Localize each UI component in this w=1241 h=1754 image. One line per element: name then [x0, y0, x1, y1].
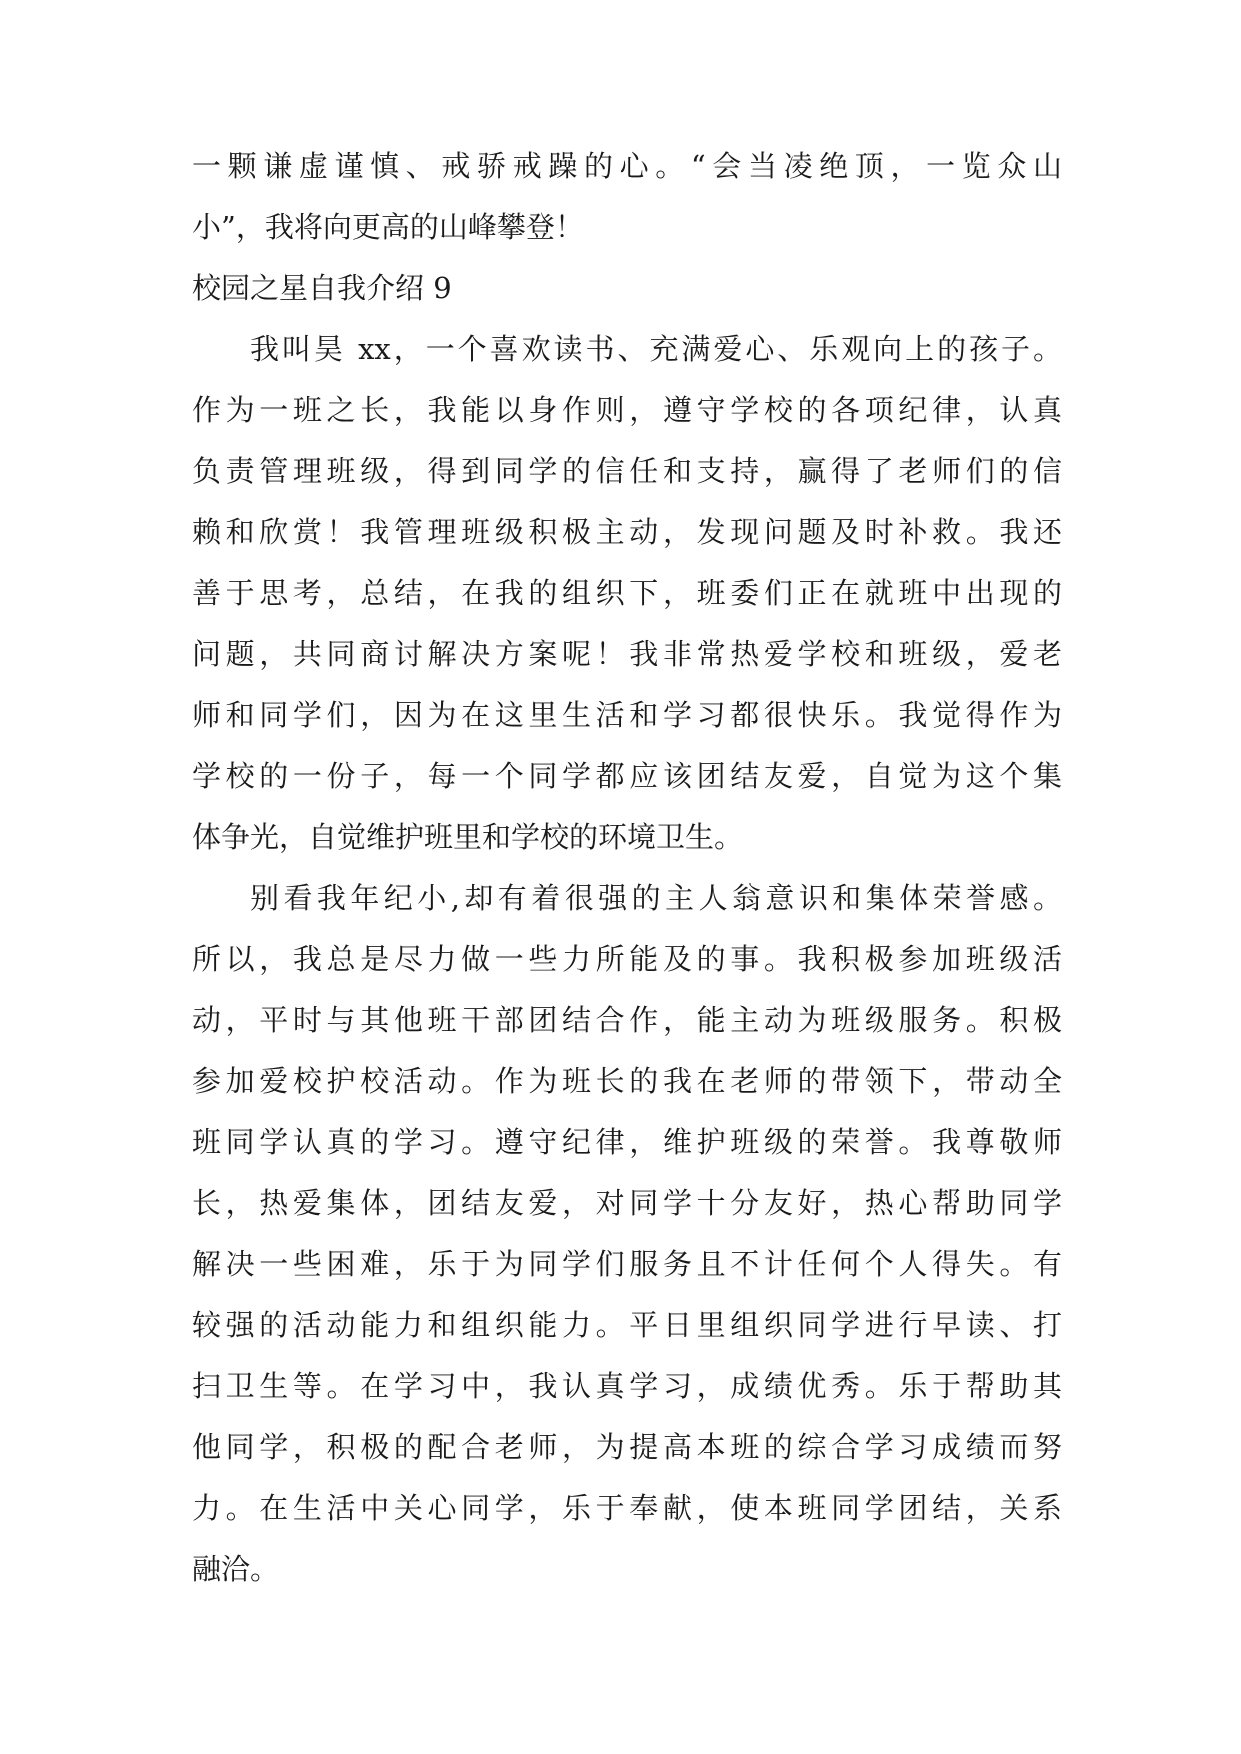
text-line: 作为一班之长，我能以身作则，遵守学校的各项纪律，认真: [192, 393, 1062, 427]
text-line: 一颗谦虚谨慎、戒骄戒躁的心。“会当凌绝顶，一览众山: [192, 149, 1062, 183]
paragraph-1: [192, 319, 1062, 868]
text-line: 较强的活动能力和组织能力。平日里组织同学进行早读、打: [192, 1308, 1062, 1342]
text-line: 融洽。: [192, 1552, 280, 1586]
text-line: 我叫昊 xx，一个喜欢读书、充满爱心、乐观向上的孩子。: [250, 332, 1062, 366]
text-line: 班同学认真的学习。遵守纪律，维护班级的荣誉。我尊敬师: [192, 1125, 1062, 1159]
intro-paragraph-end: [192, 136, 1062, 258]
document-body: [192, 136, 1062, 1600]
text-line: 学校的一份子，每一个同学都应该团结友爱，自觉为这个集: [192, 759, 1062, 793]
text-line: 体争光，自觉维护班里和学校的环境卫生。: [192, 820, 744, 854]
text-line: 参加爱校护校活动。作为班长的我在老师的带领下，带动全: [192, 1064, 1062, 1098]
text-line: 问题，共同商讨解决方案呢！我非常热爱学校和班级，爱老: [192, 637, 1062, 671]
text-line: 他同学，积极的配合老师，为提高本班的综合学习成绩而努: [192, 1430, 1062, 1464]
text-line: 所以，我总是尽力做一些力所能及的事。我积极参加班级活: [192, 942, 1062, 976]
text-line: 解决一些困难，乐于为同学们服务且不计任何个人得失。有: [192, 1247, 1062, 1281]
text-line: 动，平时与其他班干部团结合作，能主动为班级服务。积极: [192, 1003, 1062, 1037]
section-heading: 校园之星自我介绍 9: [192, 271, 452, 305]
text-line: 别看我年纪小,却有着很强的主人翁意识和集体荣誉感。: [250, 881, 1062, 915]
text-line: 小”，我将向更高的山峰攀登！: [192, 210, 584, 244]
text-line: 扫卫生等。在学习中，我认真学习，成绩优秀。乐于帮助其: [192, 1369, 1062, 1403]
text-line: 负责管理班级，得到同学的信任和支持，赢得了老师们的信: [192, 454, 1062, 488]
text-line: 长，热爱集体，团结友爱，对同学十分友好，热心帮助同学: [192, 1186, 1062, 1220]
text-line: 力。在生活中关心同学，乐于奉献，使本班同学团结，关系: [192, 1491, 1062, 1525]
paragraph-2: [192, 868, 1062, 1600]
text-line: 善于思考，总结，在我的组织下，班委们正在就班中出现的: [192, 576, 1062, 610]
text-line: 师和同学们，因为在这里生活和学习都很快乐。我觉得作为: [192, 698, 1062, 732]
text-line: 赖和欣赏！我管理班级积极主动，发现问题及时补救。我还: [192, 515, 1062, 549]
